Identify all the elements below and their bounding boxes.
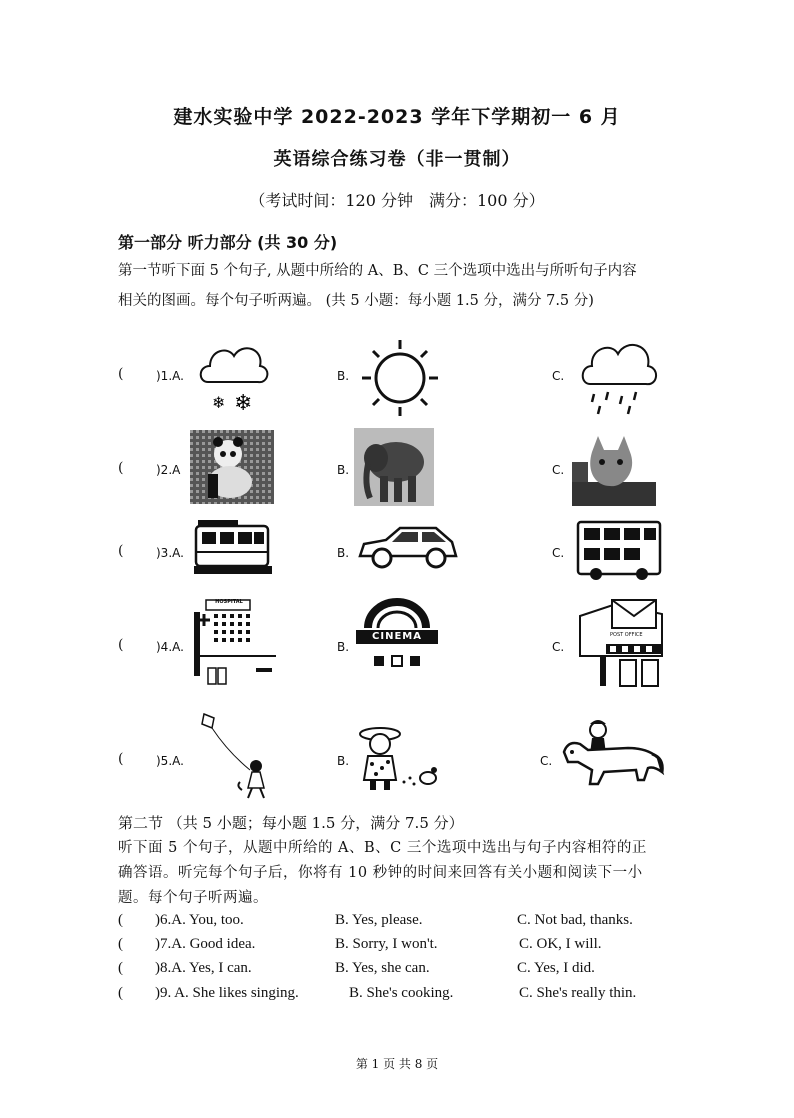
page-footer: 第 1 页 共 8 页 <box>355 1057 439 1071</box>
q4-label: )4.A. <box>156 640 184 654</box>
q8-option-c: C. Yes, I did. <box>517 960 595 976</box>
svg-text:❄: ❄ <box>234 391 253 414</box>
exam-title-line1: 建水实验中学 2022-2023 学年下学期初一 6 月 <box>173 106 621 128</box>
section2-line3: 题。每个句子听两遍。 <box>118 890 268 906</box>
section1-line2: 相关的图画。每个句子听两遍。 (共 5 小题：每小题 1.5 分，满分 7.5 分) <box>118 293 594 309</box>
option-b-label: B. <box>337 463 350 477</box>
q7-option-a: )7.A. Good idea. <box>155 936 256 952</box>
svg-text:❄: ❄ <box>212 393 226 412</box>
cinema-sign: CINEMA <box>372 631 422 642</box>
section2-line2: 确答语。听完每个句子后，你将有 10 秒钟的时间来回答有关小题和阅读下一小 <box>118 865 643 881</box>
answer-paren: ( <box>118 366 124 382</box>
train-icon <box>194 518 272 578</box>
sun-icon <box>360 338 440 418</box>
girl-chicken-icon <box>354 722 440 792</box>
answer-paren: ( <box>118 543 124 559</box>
section1-line1: 第一节听下面 5 个句子, 从题中所给的 A、B、C 三个选项中选出与所听句子内容 <box>118 263 637 279</box>
section2-line1: 听下面 5 个句子，从题中所给的 A、B、C 三个选项中选出与句子内容相符的正 <box>118 840 647 856</box>
option-b-label: B. <box>337 640 350 654</box>
answer-paren: ( <box>118 751 124 767</box>
option-b-label: B. <box>337 369 350 383</box>
answer-paren: ( <box>118 936 123 952</box>
q3-label: )3.A. <box>156 546 184 560</box>
q8-option-a: )8.A. Yes, I can. <box>155 960 252 976</box>
answer-paren: ( <box>118 637 124 653</box>
q6-option-b: B. Yes, please. <box>335 912 423 928</box>
q9-option-c: C. She's really thin. <box>519 985 637 1001</box>
q5-label: )5.A. <box>156 754 184 768</box>
q8-option-b: B. Yes, she can. <box>335 960 430 976</box>
q1-label: )1.A. <box>156 369 184 383</box>
option-c-label: C. <box>552 463 565 477</box>
cinema-icon <box>356 598 438 680</box>
snow-cloud-icon <box>198 338 270 414</box>
boy-horse-icon <box>558 718 666 796</box>
exam-info: （考试时间：120 分钟 满分：100 分） <box>249 191 545 210</box>
option-b-label: B. <box>337 546 350 560</box>
hospital-sign: HOSPITAL <box>215 599 243 605</box>
option-b-label: B. <box>337 754 350 768</box>
option-c-label: C. <box>552 546 565 560</box>
q7-option-c: C. OK, I will. <box>519 936 602 952</box>
panda-photo <box>190 430 274 504</box>
girl-kite-icon <box>198 712 278 800</box>
q6-option-a: )6.A. You, too. <box>155 912 244 928</box>
section2-heading: 第二节 （共 5 小题；每小题 1.5 分，满分 7.5 分） <box>118 814 464 832</box>
option-c-label: C. <box>552 640 565 654</box>
hospital-icon <box>192 598 278 690</box>
post-sign: POST OFFICE <box>610 632 643 638</box>
part1-heading: 第一部分 听力部分 (共 30 分) <box>118 233 338 252</box>
q2-label: )2.A <box>156 463 181 477</box>
q7-option-b: B. Sorry, I won't. <box>335 936 438 952</box>
rain-cloud-icon <box>580 336 660 418</box>
cat-photo <box>572 432 656 506</box>
answer-paren: ( <box>118 912 123 928</box>
option-c-label: C. <box>540 754 553 768</box>
q9-option-a: )9. A. She likes singing. <box>155 985 299 1001</box>
car-icon <box>356 520 460 572</box>
q6-option-c: C. Not bad, thanks. <box>517 912 633 928</box>
exam-title-line2: 英语综合练习卷（非一贯制） <box>273 149 521 170</box>
answer-paren: ( <box>118 985 123 1001</box>
answer-paren: ( <box>118 460 124 476</box>
q9-option-b: B. She's cooking. <box>349 985 454 1001</box>
post-office-icon <box>576 596 666 690</box>
bus-icon <box>576 518 662 582</box>
elephant-photo <box>354 428 434 506</box>
option-c-label: C. <box>552 369 565 383</box>
answer-paren: ( <box>118 960 123 976</box>
